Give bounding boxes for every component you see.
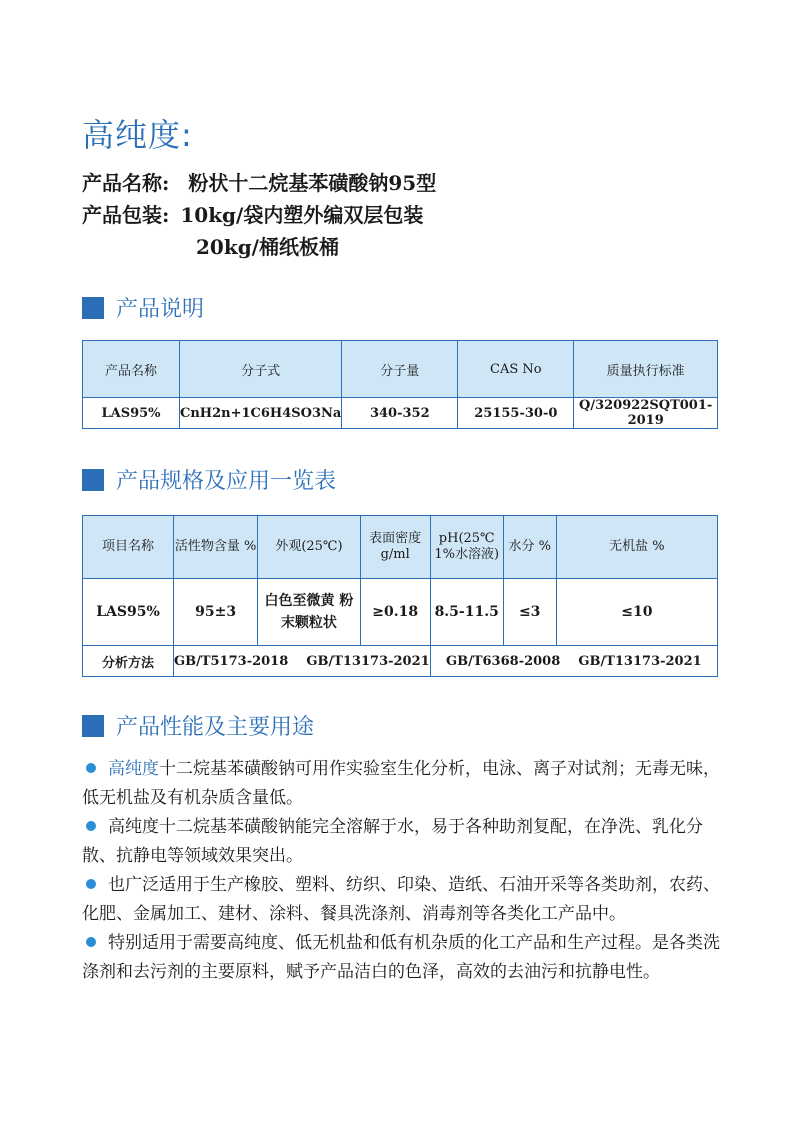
table-header-cell: 水分 % [503, 516, 556, 579]
table-header-cell: 项目名称 [83, 516, 174, 579]
table-cell: LAS95% [83, 579, 174, 646]
product-name-label: 产品名称: [82, 171, 170, 195]
product-pack-line-2 [196, 231, 339, 260]
table-row [83, 579, 718, 646]
product-name-line [82, 167, 436, 196]
table-cell: GB/T6368-2008 GB/T13173-2021 [430, 646, 717, 677]
table-cell: ≥0.18 [360, 579, 430, 646]
list-item [82, 929, 722, 987]
section-header-specs [82, 464, 336, 495]
usage-bullet-list [82, 755, 722, 987]
section-square-icon [82, 715, 104, 737]
bullet-dot-icon [86, 879, 96, 889]
list-item-text: 高纯度十二烷基苯磺酸钠能完全溶解于水，易于各种助剂复配，在净洗、乳化分散、抗静电等领域效果突出。 [82, 817, 703, 866]
table-cell: 分析方法 [83, 646, 174, 677]
table-cell: LAS95% [83, 398, 180, 429]
section-square-icon [82, 469, 104, 491]
table-header-cell: CAS No [458, 341, 574, 398]
list-item [82, 755, 722, 813]
table-cell: 340-352 [342, 398, 458, 429]
section-square-icon [82, 297, 104, 319]
table-cell: 8.5-11.5 [430, 579, 503, 646]
table-cell: GB/T5173-2018 GB/T13173-2021 [174, 646, 431, 677]
table-header-cell: 无机盐 % [556, 516, 717, 579]
product-pack-line [82, 199, 423, 228]
table-cell: Q/320922SQT001-2019 [574, 398, 718, 429]
bullet-dot-icon [86, 821, 96, 831]
bullet-dot-icon [86, 763, 96, 773]
table-cell: CnH2n+1C6H4SO3Na [180, 398, 342, 429]
list-item [82, 871, 722, 929]
product-pack-value-1: 10kg/袋内塑外编双层包装 [180, 203, 424, 227]
table-cell: ≤3 [503, 579, 556, 646]
table-header-cell: pH(25℃ 1%水溶液) [430, 516, 503, 579]
section-header-usage [82, 710, 314, 741]
section-title: 产品性能及主要用途 [116, 715, 315, 740]
list-item [82, 813, 722, 871]
table-header-cell: 分子量 [342, 341, 458, 398]
table-header-cell: 活性物含量 % [174, 516, 258, 579]
table-cell: 白色至微黄 粉末颗粒状 [258, 579, 360, 646]
product-pack-label: 产品包装: [82, 203, 170, 227]
table-header-row [83, 341, 718, 398]
product-pack-value-2: 20kg/桶纸板桶 [196, 235, 339, 259]
table-header-cell: 质量执行标准 [574, 341, 718, 398]
table-cell: 25155-30-0 [458, 398, 574, 429]
table-header-cell: 产品名称 [83, 341, 180, 398]
section-header-description [82, 292, 204, 323]
table-cell: ≤10 [556, 579, 717, 646]
product-name-value: 粉状十二烷基苯磺酸钠95型 [188, 171, 437, 195]
list-item-text: 十二烷基苯磺酸钠可用作实验室生化分析，电泳、离子对试剂；无毒无味，低无机盐及有机杂质含量低。 [82, 759, 720, 808]
bullet-dot-icon [86, 937, 96, 947]
table-header-row [83, 516, 718, 579]
list-item-text: 也广泛适用于生产橡胶、塑料、纺织、印染、造纸、石油开采等各类助剂，农药、化肥、金属加工、建材、涂料、餐具洗涤剂、消毒剂等各类化工产品中。 [82, 875, 720, 924]
table-cell: 95±3 [174, 579, 258, 646]
table-footer-row [83, 646, 718, 677]
list-item-text: 特别适用于需要高纯度、低无机盐和低有机杂质的化工产品和生产过程。是各类洗涤剂和去污剂的主要原料，赋予产品洁白的色泽，高效的去油污和抗静电性。 [82, 933, 720, 982]
product-specs-table [82, 515, 718, 677]
section-title: 产品说明 [116, 297, 205, 322]
table-header-cell: 分子式 [180, 341, 342, 398]
list-item-highlight: 高纯度 [108, 759, 159, 779]
table-row [83, 398, 718, 429]
page-title: 高纯度: [82, 116, 193, 154]
table-header-cell: 表面密度 g/ml [360, 516, 430, 579]
product-description-table [82, 340, 718, 429]
section-title: 产品规格及应用一览表 [116, 469, 337, 494]
table-header-cell: 外观(25℃) [258, 516, 360, 579]
